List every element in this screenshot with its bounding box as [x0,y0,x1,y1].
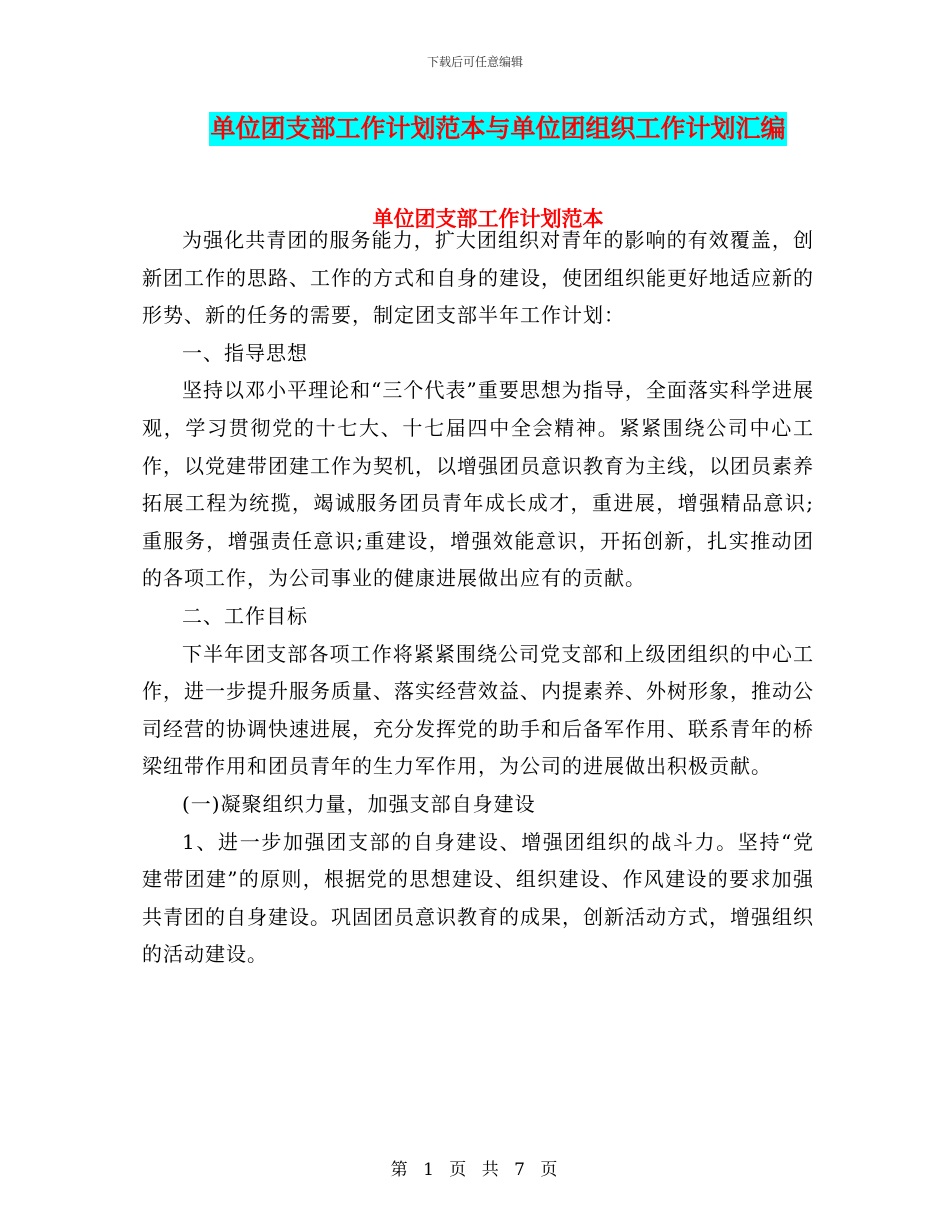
footer-label-unit2: 页 [540,1160,560,1180]
document-main-title: 单位团支部工作计划范本与单位团组织工作计划汇编 [209,112,786,146]
page-footer [0,1155,950,1180]
footer-current-page: 1 [423,1160,436,1180]
header-note: 下载后可任意编辑 [426,55,523,69]
section-heading: 一、指导思想 [182,340,308,365]
body-paragraph: 下半年团支部各项工作将紧紧围绕公司党支部和上级团组织的中心工作，进一步提升服务质量、落实经营效益、内提素养、外树形象，推动公司经营的协调快速进展，充分发挥党的助手和后备军作用、联系青年的桥梁纽带作用和团员青年的生力军作用，为公司的进展做出积极贡献。 [142,641,814,779]
body-paragraph: 坚持以邓小平理论和“三个代表”重要思想为指导，全面落实科学进展观，学习贯彻党的十七大、十七届四中全会精神。紧紧围绕公司中心工作，以党建带团建工作为契机，以增强团员意识教育为主线，以团员素养拓展工程为统揽，竭诚服务团员青年成长成才，重进展，增强精品意识;重服务，增强责任意识;重建设，增强效能意识，开拓创新，扎实推动团的各项工作，为公司事业的健康进展做出应有的贡献。 [142,378,814,591]
section-heading: 二、工作目标 [182,603,308,628]
body-paragraph: 1、进一步加强团支部的自身建设、增强团组织的战斗力。坚持“党建带团建”的原则，根据党的思想建设、组织建设、作风建设的要求加强共青团的自身建设。巩固团员意识教育的成果，创新活动方式，增强组织的活动建设。 [142,829,814,967]
main-title-container [0,112,950,146]
sub-heading: (一)凝聚组织力量，加强支部自身建设 [182,791,536,816]
footer-label-page: 第 [390,1160,410,1180]
document-body [142,222,814,974]
section-title: 单位团支部工作计划范本 [372,207,604,231]
body-paragraph: 为强化共青团的服务能力，扩大团组织对青年的影响的有效覆盖，创新团工作的思路、工作的方式和自身的建设，使团组织能更好地适应新的形势、新的任务的需要，制定团支部半年工作计划： [142,228,814,328]
footer-label-total: 共 [481,1160,501,1180]
footer-label-unit: 页 [449,1160,469,1180]
footer-total-pages: 7 [514,1160,527,1180]
